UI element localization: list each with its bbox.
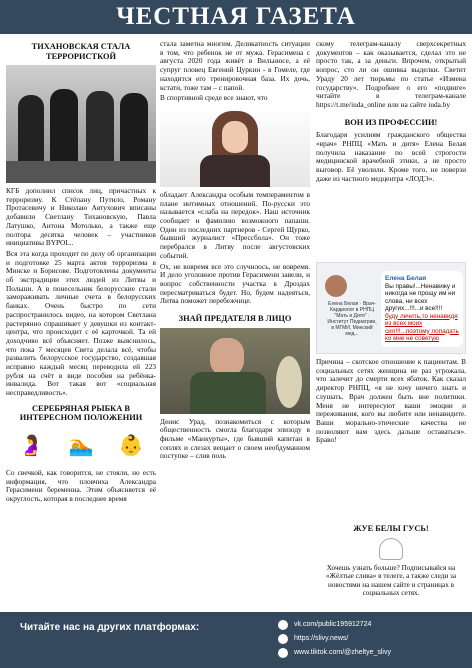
link-site-label: https://slivy.news/: [294, 635, 349, 642]
chat-line-2: буду лечить,то ненавидя из всех моих сил!!!...поэтому лопадать ко мне не советую: [385, 312, 459, 342]
link-tiktok[interactable]: [278, 646, 391, 660]
vk-icon: [278, 620, 288, 630]
pregnant-woman-icon: 🤰: [18, 434, 44, 457]
goose-icon: [379, 538, 403, 560]
column-3-lower: [316, 358, 466, 447]
article-silver-fish-p1: Со свечкой, как говорится, не стояли, но есть информация, что пловчиха Александра Герасимени беременна. Этим объясняется её округлость, которая в последнее время: [6, 467, 156, 503]
goose-block: [316, 522, 466, 600]
headline-silver-fish: СЕРЕБРЯНАЯ РЫБКА В ИНТЕРЕСНОМ ПОЛОЖЕНИИ: [19, 403, 143, 423]
article-traitor-p2: скому телеграм-каналу сверхсекретных документов – как оказывается, сделал это не просто так, а за деньги. Впрочем, открытый вопрос, сто ли он ошивка выделки. Светит Ураду 20 лет тюрьмы по статье «Измена государству». Подробнее о его «подвиге» читайте в телеграм-канале https://t.me/iuda_online или на сайте iuda.by: [316, 39, 466, 109]
headline-traitor: ЗНАЙ ПРЕДАТЕЛЯ В ЛИЦО: [178, 314, 292, 324]
article-silver-fish-p3: В спортивной среде все знают, что: [160, 93, 268, 103]
link-tiktok-label: www.tiktok.com/@zheltye_slivy: [294, 649, 391, 656]
chat-bubble: [381, 271, 463, 347]
swimmer-icon: 🏊: [68, 434, 94, 457]
profile-info: Елена Белая · Врач-Кардиолог в РНПЦ "Мать и Дитя" · Институт Педиатрии, в МГМИ, Минский мед...: [327, 301, 377, 337]
column-1: [6, 40, 156, 506]
article-belaya-p2: Причина – скотское отношение к пациентам. В социальных сетях женщина не раз угрожала, что залечит до смерти всех ябаток. Как сказал директор РНПЦ, «я не хочу ничего знать и слушать. Врач должен быть вне политики. Меня не интересуют ваши эмоции и переживания, кого вы любите или ненавидите. Ваши морально-этические качества не позволяют вам здесь дальше оставаться». Браво!: [316, 357, 466, 445]
photo-masked-group: [6, 65, 156, 183]
article-traitor-p1: Денис Урад, познакомиться с которым общественность смогла благодаря эпизоду в фильме «Манкурты», где бывший капитан в соплях и слезах вещает о своем необдуманном поступке – слив поль: [160, 416, 310, 461]
article-tikhanovskaya-p2: Вся эта когда проходит по делу об организации и подготовке 25 марта актов терроризма в Минске и Борисове. Подготовлены документы об экстрадиции этих людей из Литвы и Польши. А в понесельник белорусские стали замораживать личные счета в белорусских банках. Очень быстро по сети распространилось видео, на котором Светлана растерянно спрашивает у девушки из контакт-центра, что происходит с её карточкой. Та ей доходчиво всё объясняет. Позже выяснилось, что пока 7 месяцев Света делала всё, чтобы развалить белорусское государство, создавшая исправно каждый месяц переводила ей 223 рубля на счёт в виде пособия на ребёнка-инвалида. Вот такая вот «социальная несправедливость».: [6, 248, 156, 398]
subscribe-text: Хочешь узнать больше? Подписывайся на «Жёлтые слива» в телеге, а также следи за новостями на нашем сайте и страницах в социальных сетях.: [325, 563, 457, 597]
chat-author: Елена Белая: [385, 275, 427, 282]
tiktok-icon: [278, 648, 288, 658]
link-vk[interactable]: [278, 618, 391, 632]
social-post-screenshot: [316, 262, 466, 354]
footer: [0, 612, 472, 668]
masthead-title: ЧЕСТНАЯ ГАЗЕТА: [0, 0, 472, 34]
headline-out-of-profession: ВОН ИЗ ПРОФЕССИИ!: [344, 117, 438, 127]
column-2: [160, 40, 310, 463]
baby-icon: 👶: [118, 434, 144, 457]
headline-goose: ЖУЕ БЕЛЫ ГУСЬ!: [353, 524, 429, 533]
article-tikhanovskaya-p1: КГБ дополнил список лиц, причастных к терроризму. К Стёпану Путило, Роману Протасевичу и Николаю Автухович вписаны добавили Светлану Тихановскую, Павла Латушко, Антона Мотолько, а также еще полтора десятка человек – участников инициативы BYPOL..: [6, 186, 156, 248]
pregnancy-icons: [6, 427, 156, 465]
chat-line-1: Вы правы!...Ненавижу и никогда не прощу им ни слова, ни всех других...!!!...и все!!!!: [385, 282, 456, 312]
footer-links: [278, 618, 391, 660]
link-vk-label: vk.com/public195912724: [294, 621, 372, 628]
article-silver-fish-p2: стала заметна многим. Деликатность ситуации в том, что ребенок не от мужа. Герасимена с августа 2020 года живёт в Вильнюсе, а её супруг пловец Евгений Цуркин - в Гомеле, где находится его тренировочная база. Их дочь, кстати, тоже там – с папой.: [160, 39, 310, 92]
article-silver-fish-p5: Ох, не вовремя все это случилось, не вовремя. И дело уголовное против Герасимени завели, и вопрос собственности участка в Дроздах пересматриваться будет. Но, будем надеяться, Литва поможет перебежчице.: [160, 261, 310, 306]
article-belaya-p1: Благодаря усилиям гражданского общества «врач» РНПЦ «Мать и дитя» Елена Белая получила наказание по всей строгости медицинской врачебной этики, а не просто выговор. Её уволили. Кроме того, не поверзи даже из частного медцентра «ЛОДЭ».: [316, 130, 466, 183]
column-3: [316, 40, 466, 185]
footer-cta: Читайте нас на других платформах:: [20, 622, 200, 633]
globe-icon: [278, 634, 288, 644]
link-site[interactable]: [278, 632, 391, 646]
avatar: [325, 275, 347, 297]
photo-man-in-uniform: [160, 328, 310, 414]
article-silver-fish-p4: обладает Александра особым темпераментом в плане интимных отношений. По-русски это называется «слаба на передок». Наш источник сообщает и фамилию возможного папаши. Один из последних партнеров - Сергей Щурко, бывший журналист «Прессбола». Он тоже перебрался в Литву после августовских событий.: [160, 189, 310, 260]
headline-tikhanovskaya: ТИХАНОВСКАЯ СТАЛА ТЕРРОРИСТКОЙ: [31, 42, 131, 61]
photo-woman-portrait: [160, 105, 310, 187]
